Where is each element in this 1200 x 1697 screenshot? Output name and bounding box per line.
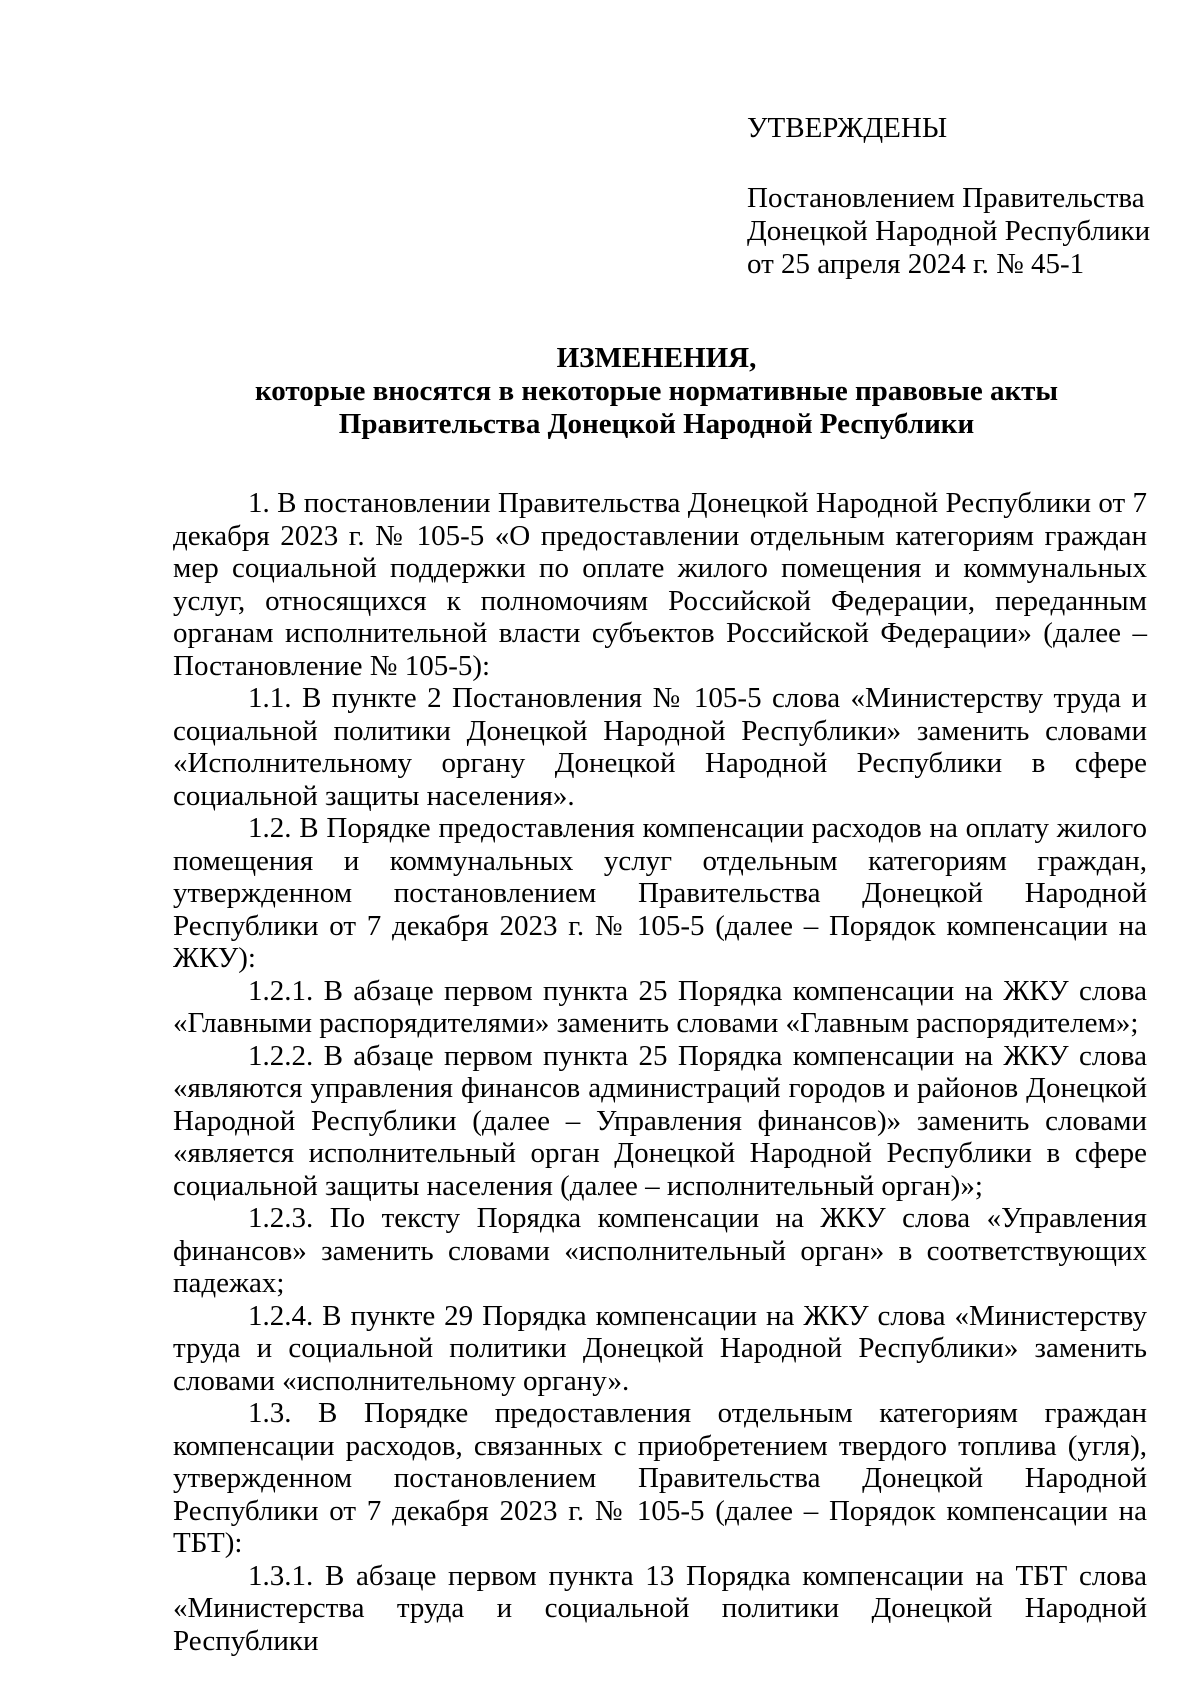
paragraph-1-3: 1.3. В Порядке предоставления отдельным категориям граждан компенсации расходов, связанных с приобретением твердого топлива (угля), утвержденном постановлением Правительства Донецкой Народной Республики от 7 декабря 2023 г. № 105-5 (далее – Порядок компенсации на ТБТ): xyxy=(173,1397,1147,1559)
approval-line-3: от 25 апреля 2024 г. № 45-1 xyxy=(747,248,1085,280)
document-title xyxy=(168,342,1145,441)
paragraph-1-2-1: 1.2.1. В абзаце первом пункта 25 Порядка компенсации на ЖКУ слова «Главными распорядителями» заменить словами «Главным распорядителем»; xyxy=(173,974,1147,1039)
paragraph-1-2-4: 1.2.4. В пункте 29 Порядка компенсации на ЖКУ слова «Министерству труда и социальной политики Донецкой Народной Республики» заменить словами «исполнительному органу». xyxy=(173,1299,1147,1397)
paragraph-1: 1. В постановлении Правительства Донецкой Народной Республики от 7 декабря 2023 г. № 105-5 «О предоставлении отдельным категориям граждан мер социальной поддержки по оплате жилого помещения и коммунальных услуг, относящихся к полномочиям Российской Федерации, переданным органам исполнительной власти субъектов Российской Федерации» (далее – Постановление № 105-5): xyxy=(173,487,1147,682)
title-subtitle-1: которые вносятся в некоторые нормативные правовые акты xyxy=(254,375,1059,407)
paragraph-1-2: 1.2. В Порядке предоставления компенсации расходов на оплату жилого помещения и коммунальных услуг отдельным категориям граждан, утвержденном постановлением Правительства Донецкой Народной Республики от 7 декабря 2023 г. № 105-5 (далее – Порядок компенсации на ЖКУ): xyxy=(173,812,1147,974)
paragraph-1-1: 1.1. В пункте 2 Постановления № 105-5 слова «Министерству труда и социальной политики Донецкой Народной Республики» заменить словами «Исполнительному органу Донецкой Народной Республики в сфере социальной защиты населения». xyxy=(173,682,1147,812)
approval-heading: УТВЕРЖДЕНЫ xyxy=(747,112,948,144)
document-body xyxy=(173,487,1147,1657)
approval-line-1: Постановлением Правительства xyxy=(747,182,1145,214)
paragraph-1-2-3: 1.2.3. По тексту Порядка компенсации на ЖКУ слова «Управления финансов» заменить словами «исполнительный орган» в соответствующих падежах; xyxy=(173,1202,1147,1299)
paragraph-1-2-2: 1.2.2. В абзаце первом пункта 25 Порядка компенсации на ЖКУ слова «являются управления финансов администраций городов и районов Донецкой Народной Республики (далее – Управления финансов)» заменить словами «является исполнительный орган Донецкой Народной Республики в сфере социальной защиты населения (далее – исполнительный орган)»; xyxy=(173,1039,1147,1202)
title-heading: ИЗМЕНЕНИЯ, xyxy=(556,342,757,374)
approval-line-2: Донецкой Народной Республики xyxy=(747,215,1151,247)
approval-stamp xyxy=(747,112,1167,281)
title-subtitle-2: Правительства Донецкой Народной Республики xyxy=(338,408,975,440)
paragraph-1-3-1: 1.3.1. В абзаце первом пункта 13 Порядка компенсации на ТБТ слова «Министерства труда и социальной политики Донецкой Народной Республики xyxy=(173,1559,1147,1657)
